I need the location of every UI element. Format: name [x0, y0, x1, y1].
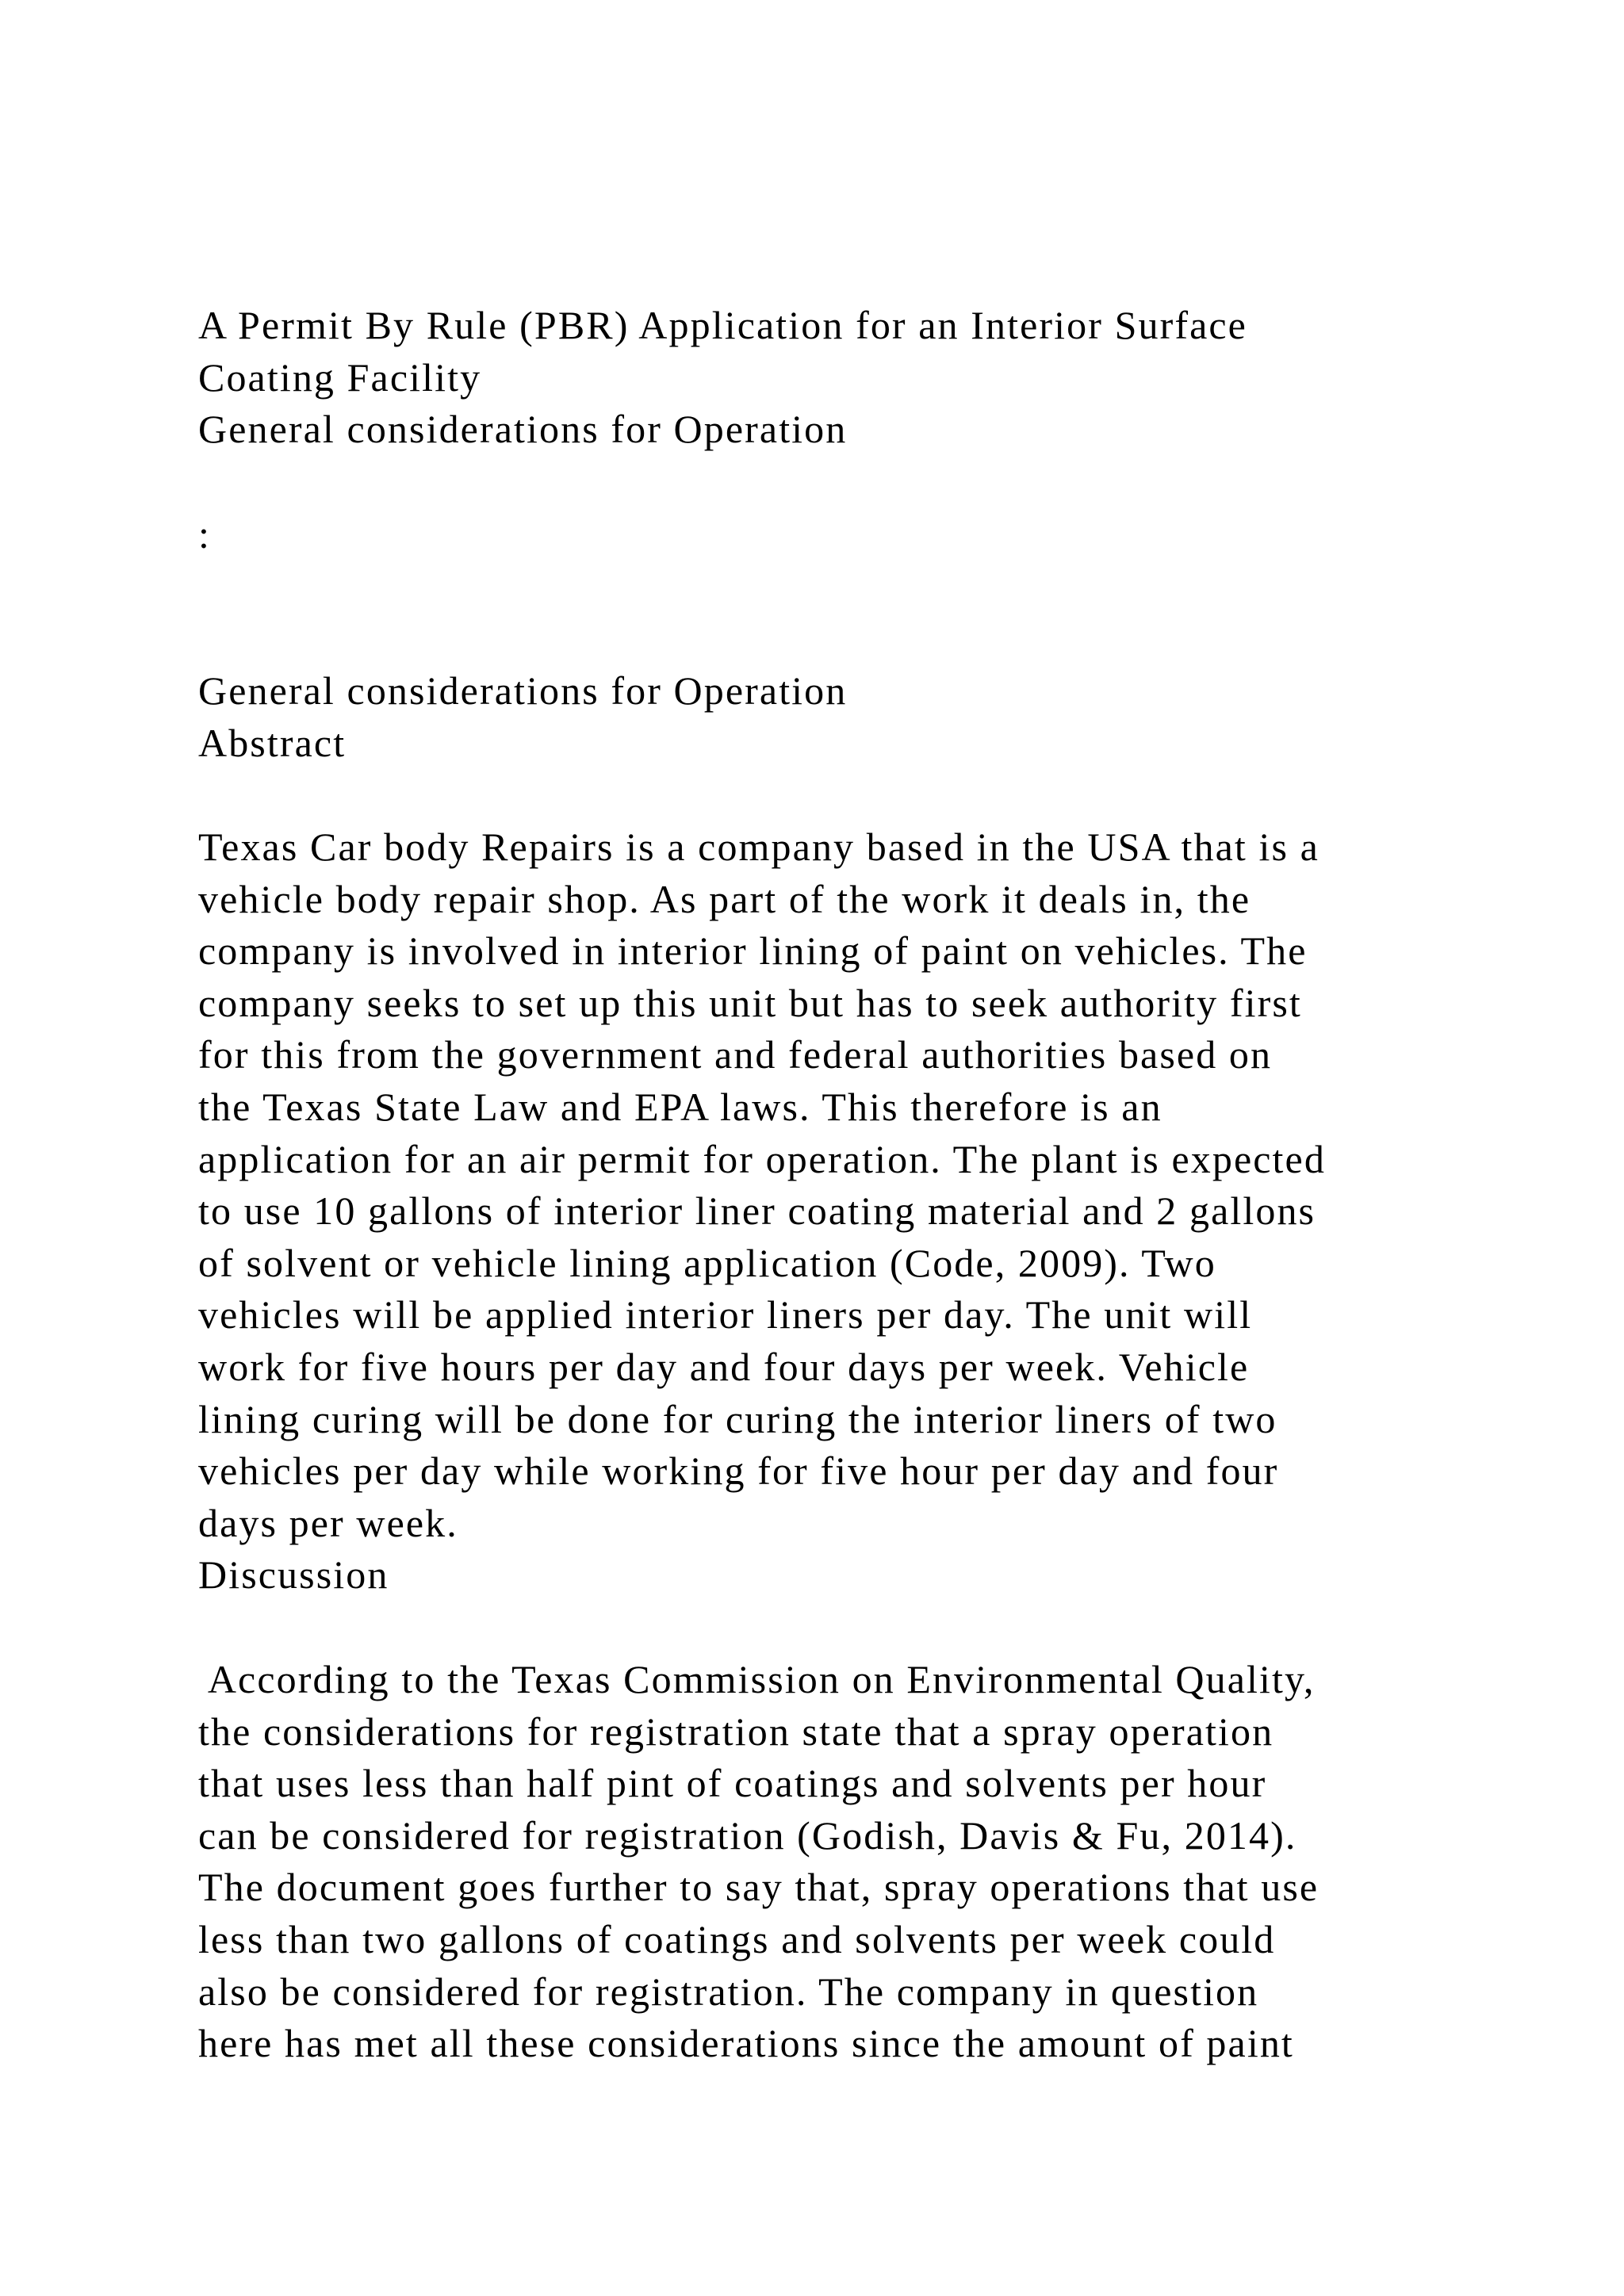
discussion-line: the considerations for registration state that a spray operation	[198, 1709, 1274, 1754]
colon-text: :	[198, 512, 211, 557]
discussion-line: that uses less than half pint of coatings and solvents per hour	[198, 1761, 1267, 1806]
discussion-heading: Discussion	[198, 1552, 389, 1598]
abstract-line: for this from the government and federal authorities based on	[198, 1032, 1273, 1077]
discussion-line: According to the Texas Commission on Environmental Quality,	[198, 1657, 1316, 1701]
abstract-line: to use 10 gallons of interior liner coating material and 2 gallons	[198, 1188, 1316, 1234]
abstract-line: vehicle body repair shop. As part of the work it deals in, the	[198, 876, 1251, 921]
abstract-line: work for five hours per day and four days per week. Vehicle	[198, 1344, 1250, 1389]
discussion-body	[198, 1654, 1483, 2070]
title-line: A Permit By Rule (PBR) Application for an Interior Surface	[198, 303, 1247, 347]
abstract-heading: Abstract	[198, 720, 347, 765]
abstract-line: company seeks to set up this unit but has to seek authority first	[198, 980, 1302, 1025]
subtitle-line: General considerations for Operation	[198, 407, 848, 452]
running-head-text: General considerations for Operation	[198, 668, 848, 713]
document-title	[198, 300, 1483, 456]
running-head	[198, 665, 1483, 769]
abstract-line: Texas Car body Repairs is a company based in the USA that is a	[198, 825, 1320, 869]
abstract-line: days per week.	[198, 1500, 458, 1545]
abstract-line: vehicles per day while working for five hour per day and four	[198, 1448, 1279, 1494]
abstract-line: vehicles will be applied interior liners per day. The unit will	[198, 1292, 1253, 1337]
discussion-line: less than two gallons of coatings and solvents per week could	[198, 1916, 1276, 1961]
abstract-line: lining curing will be done for curing the interior liners of two	[198, 1396, 1277, 1441]
discussion-line: here has met all these considerations since the amount of paint	[198, 2021, 1294, 2066]
discussion-line: can be considered for registration (Godish, Davis & Fu, 2014).	[198, 1812, 1297, 1858]
abstract-line: company is involved in interior lining of paint on vehicles. The	[198, 928, 1308, 974]
abstract-line: the Texas State Law and EPA laws. This therefore is an	[198, 1084, 1162, 1129]
abstract-line: application for an air permit for operation. The plant is expected	[198, 1136, 1326, 1181]
abstract-body	[198, 821, 1483, 1601]
colon-line	[198, 509, 1483, 561]
discussion-line: The document goes further to say that, spray operations that use	[198, 1865, 1320, 1910]
abstract-line: of solvent or vehicle lining application (Code, 2009). Two	[198, 1240, 1216, 1285]
discussion-line: also be considered for registration. The company in question	[198, 1969, 1259, 2014]
title-line: Coating Facility	[198, 354, 482, 400]
